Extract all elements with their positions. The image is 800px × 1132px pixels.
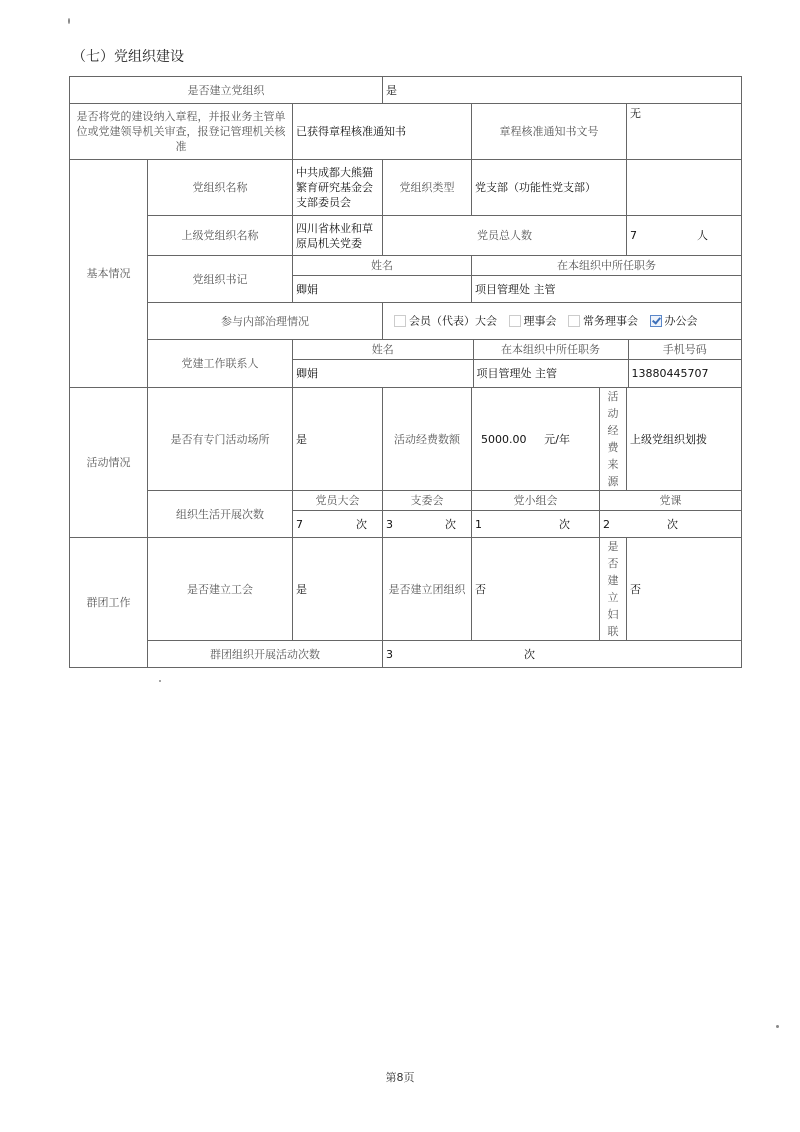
mass-activity-label: 群团组织开展活动次数 — [148, 641, 383, 668]
contact-subtable — [293, 340, 741, 387]
governance-label: 参与内部治理情况 — [148, 303, 383, 340]
funds-cell[interactable] — [472, 388, 600, 491]
parent-org-value[interactable]: 四川省林业和草原局机关党委 — [293, 216, 383, 256]
basic-info-group-label: 基本情况 — [70, 160, 148, 388]
charter-doc-value[interactable]: 无 — [627, 104, 742, 160]
option-standing-council: 常务理事会 — [583, 314, 638, 328]
life-count-group-meeting[interactable]: 1 次 — [472, 511, 600, 538]
mass-work-group-label: 群团工作 — [70, 538, 148, 668]
union-value[interactable]: 是 — [293, 538, 383, 641]
members-unit: 人 — [697, 229, 708, 242]
secretary-position-value[interactable]: 项目管理处 主管 — [472, 276, 742, 303]
venue-label: 是否有专门活动场所 — [148, 388, 293, 491]
scan-speck — [68, 18, 70, 24]
secretary-position-header: 在本组织中所任职务 — [472, 256, 742, 276]
org-life-label: 组织生活开展次数 — [148, 491, 293, 538]
funds-source-label: 活动经费来源 — [607, 390, 619, 488]
life-header-group-meeting: 党小组会 — [472, 491, 600, 511]
women-federation-label: 是否建立妇联 — [607, 540, 619, 638]
mass-activity-value: 3 — [386, 647, 393, 661]
checkbox-council[interactable] — [509, 315, 521, 327]
parent-org-label: 上级党组织名称 — [148, 216, 293, 256]
contact-label: 党建工作联系人 — [148, 340, 293, 388]
org-name-value[interactable]: 中共成都大熊猫繁育研究基金会支部委员会 — [293, 160, 383, 216]
org-type-extra[interactable] — [627, 160, 742, 216]
charter-doc-label: 章程核准通知书文号 — [472, 104, 627, 160]
union-label: 是否建立工会 — [148, 538, 293, 641]
secretary-name-header: 姓名 — [293, 256, 472, 276]
members-value: 7 — [630, 229, 637, 242]
page-number: 第8页 — [385, 1071, 415, 1084]
party-organization-form — [69, 76, 742, 668]
option-office-meeting: 办公会 — [664, 314, 698, 328]
established-label: 是否建立党组织 — [70, 77, 383, 104]
checkbox-general-assembly[interactable] — [394, 315, 406, 327]
contact-phone-value[interactable]: 13880445707 — [631, 367, 709, 380]
option-council: 理事会 — [523, 314, 557, 328]
mass-activity-cell[interactable] — [383, 641, 742, 668]
scan-speck — [159, 680, 161, 682]
checkbox-standing-council[interactable] — [568, 315, 580, 327]
venue-value[interactable]: 是 — [293, 388, 383, 491]
charter-label: 是否将党的建设纳入章程，并报业务主管单位或党建领导机关审查，报登记管理机关核准 — [70, 104, 293, 160]
org-type-value[interactable]: 党支部（功能性党支部） — [472, 160, 627, 216]
league-value[interactable]: 否 — [472, 538, 600, 641]
checkbox-office-meeting-checked[interactable] — [650, 315, 662, 327]
women-federation-value[interactable]: 否 — [627, 538, 742, 641]
secretary-label: 党组织书记 — [148, 256, 293, 303]
contact-position-header: 在本组织中所任职务 — [473, 340, 628, 360]
phone-header: 手机号码 — [628, 340, 741, 360]
scan-speck — [776, 1025, 779, 1028]
mass-activity-unit: 次 — [524, 647, 535, 661]
members-label: 党员总人数 — [383, 216, 627, 256]
life-header-committee: 支委会 — [383, 491, 472, 511]
charter-value[interactable]: 已获得章程核准通知书 — [293, 104, 472, 160]
contact-name-header: 姓名 — [293, 340, 473, 360]
life-count-members-meeting[interactable]: 7 次 — [293, 511, 383, 538]
option-general-assembly: 会员（代表）大会 — [409, 314, 497, 328]
life-header-party-class: 党课 — [600, 491, 742, 511]
org-type-label: 党组织类型 — [383, 160, 472, 216]
section-title: （七）党组织建设 — [72, 49, 184, 65]
contact-position-value[interactable]: 项目管理处 主管 — [473, 360, 628, 387]
funds-value: 5000.00 — [481, 432, 527, 446]
funds-unit: 元/年 — [544, 432, 570, 446]
league-label: 是否建立团组织 — [383, 538, 472, 641]
life-header-members-meeting: 党员大会 — [293, 491, 383, 511]
funds-source-value[interactable]: 上级党组织划拨 — [627, 388, 742, 491]
secretary-name-value[interactable]: 卿娟 — [293, 276, 472, 303]
contact-name-value[interactable]: 卿娟 — [293, 360, 473, 387]
members-cell[interactable] — [627, 216, 742, 256]
life-count-committee[interactable]: 3 次 — [383, 511, 472, 538]
life-count-party-class[interactable]: 2 次 — [600, 511, 742, 538]
funds-label: 活动经费数额 — [383, 388, 472, 491]
governance-options — [383, 303, 742, 340]
org-name-label: 党组织名称 — [148, 160, 293, 216]
established-value[interactable]: 是 — [383, 77, 742, 104]
activity-group-label: 活动情况 — [70, 388, 148, 538]
